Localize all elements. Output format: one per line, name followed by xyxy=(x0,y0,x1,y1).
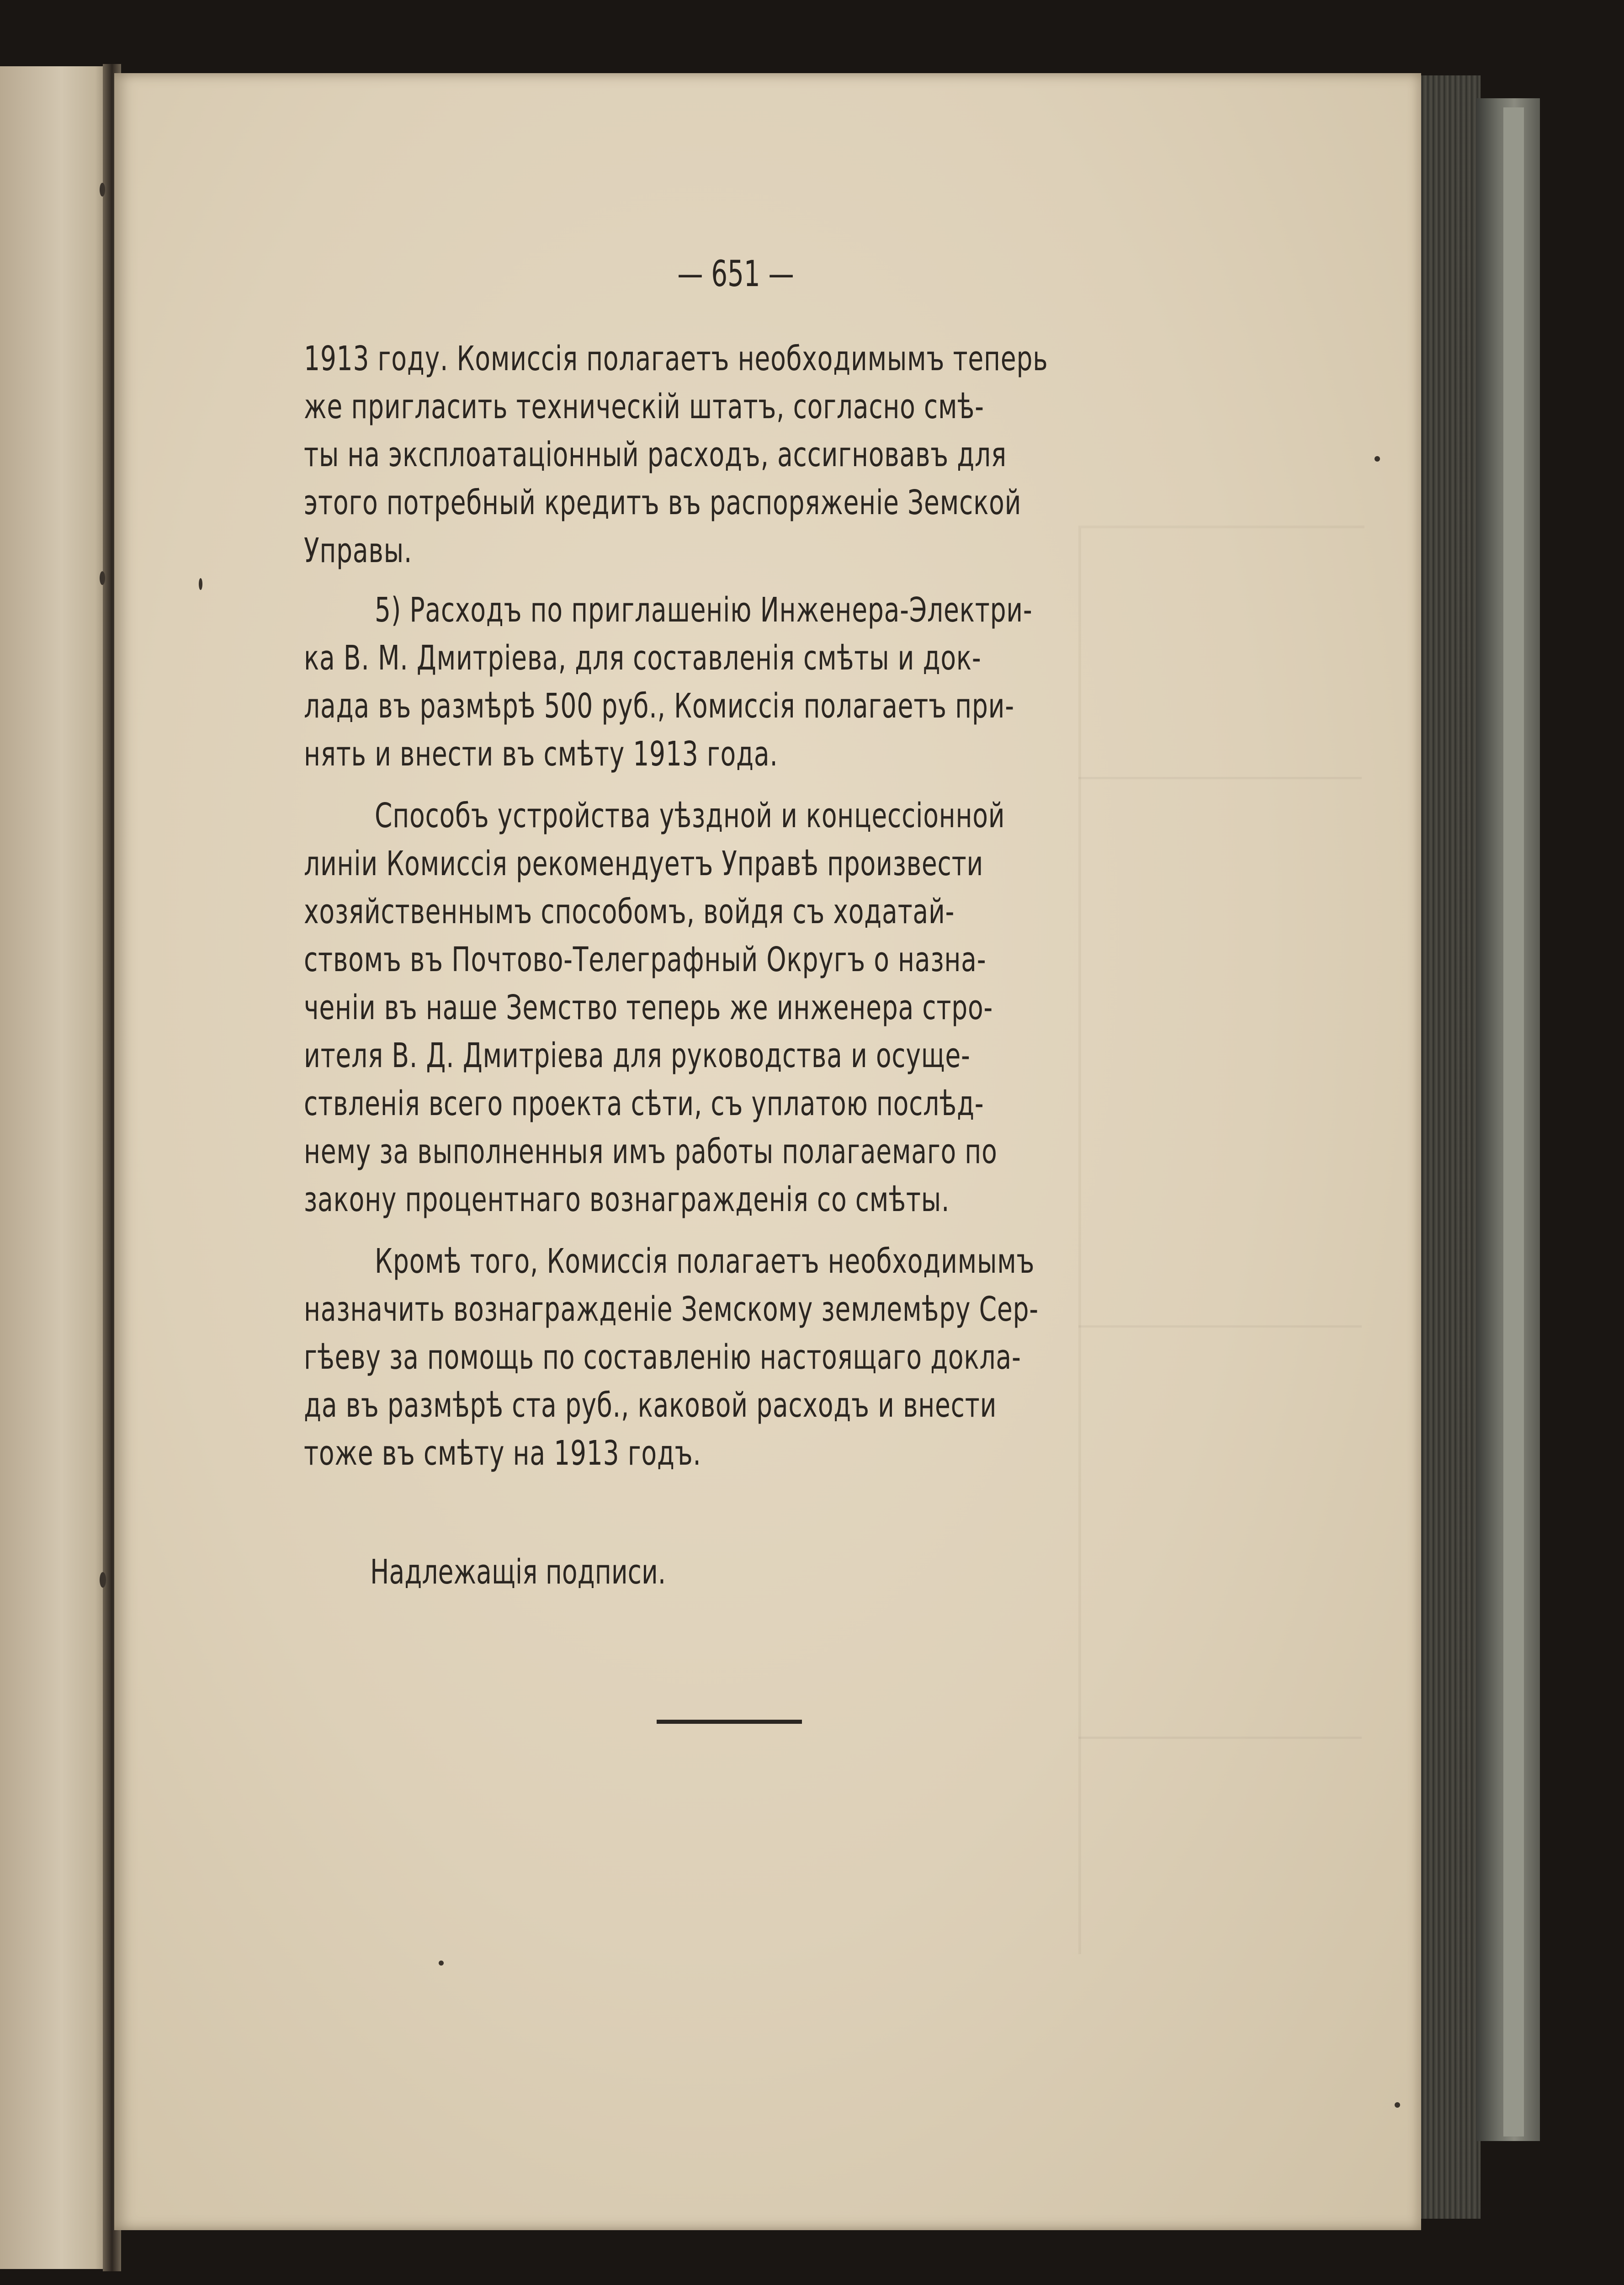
text-line: тоже въ смѣту на 1913 годъ. xyxy=(304,1434,701,1473)
text-line: Управы. xyxy=(304,531,413,570)
text-line: закону процентнаго вознагражденія со смѣты. xyxy=(304,1180,950,1219)
dust-speck xyxy=(1375,456,1380,462)
dust-speck xyxy=(100,1572,106,1588)
signature-note: Надлежащія подписи. xyxy=(370,1552,666,1592)
previous-page-edge xyxy=(0,66,112,2269)
text-line: ителя В. Д. Дмитріева для руководства и осуще- xyxy=(304,1036,971,1075)
dust-speck xyxy=(1395,2102,1400,2108)
text-line: хозяйственнымъ способомъ, войдя съ ходатай- xyxy=(304,892,955,931)
page-number: — 651 — xyxy=(677,254,794,295)
text-line: нему за выполненныя имъ работы полагаемаго по xyxy=(304,1132,998,1171)
text-line: нять и внести въ смѣту 1913 года. xyxy=(304,734,778,774)
dust-speck xyxy=(100,571,105,585)
dust-speck xyxy=(439,1961,444,1966)
dust-speck xyxy=(199,578,202,590)
text-line: лада въ размѣрѣ 500 руб., Комиссія полагаетъ при- xyxy=(304,686,1014,726)
show-through-rule xyxy=(1078,1737,1362,1739)
dust-speck xyxy=(100,183,105,197)
text-line: назначить вознагражденіе Земскому землемѣру Сер- xyxy=(304,1290,1039,1329)
text-line: же пригласить техническій штатъ, согласно смѣ- xyxy=(304,387,984,426)
text-line: ствленія всего проекта сѣти, съ уплатою послѣд- xyxy=(304,1084,984,1123)
text-line: 5) Расходъ по приглашенію Инженера-Электри- xyxy=(375,590,1033,630)
text-line: гѣеву за помощь по составленію настоящаго докла- xyxy=(304,1338,1021,1377)
back-cover-board xyxy=(1503,107,1524,2136)
text-line: ка В. М. Дмитріева, для составленія смѣты и док- xyxy=(304,638,982,678)
text-line: ствомъ въ Почтово-Телеграфный Округъ о назна- xyxy=(304,940,987,979)
text-line: 1913 году. Комиссія полагаетъ необходимымъ теперь xyxy=(304,339,1048,378)
text-line: Кромѣ того, Комиссія полагаетъ необходимымъ xyxy=(375,1242,1035,1281)
text-line: линіи Комиссія рекомендуетъ Управѣ произвести xyxy=(304,844,984,883)
text-line: ченіи въ наше Земство теперь же инженера стро- xyxy=(304,988,993,1027)
page-block-edge xyxy=(1412,75,1481,2219)
show-through-rule xyxy=(1078,777,1362,779)
closing-rule xyxy=(657,1720,802,1724)
text-line: этого потребный кредитъ въ распоряженіе Земской xyxy=(304,483,1022,522)
text-line: ты на эксплоатаціонный расходъ, ассигновавъ для xyxy=(304,435,1007,474)
text-line: да въ размѣрѣ ста руб., каковой расходъ и внести xyxy=(304,1386,997,1425)
text-line: Способъ устройства уѣздной и концессіонной xyxy=(375,796,1005,835)
